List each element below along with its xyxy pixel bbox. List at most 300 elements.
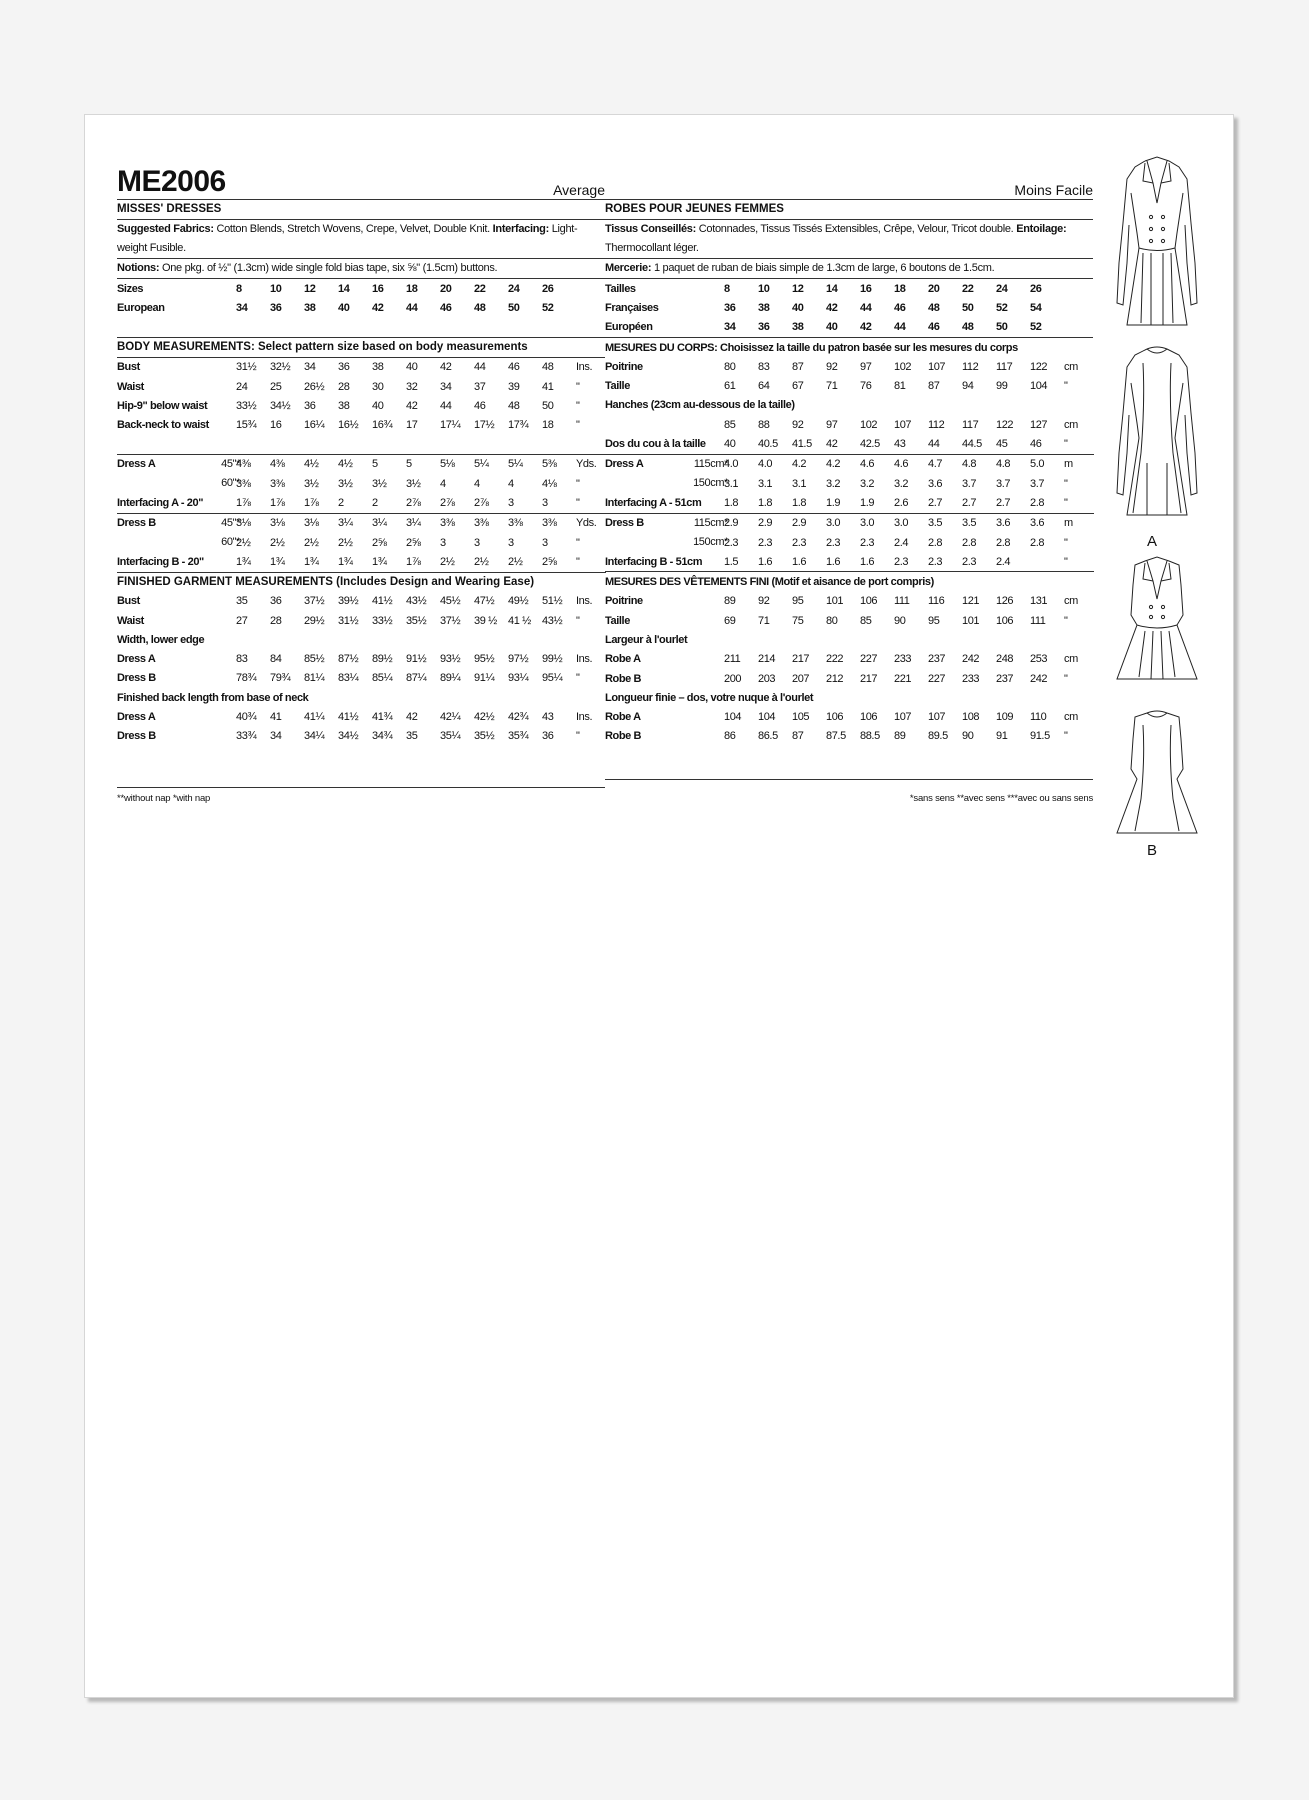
measurement-cell: 1¾: [304, 552, 338, 572]
measurement-cell: 44: [894, 321, 906, 334]
measurement-cell: 3.7: [1030, 477, 1045, 490]
measurement-cell: 3½: [372, 477, 387, 490]
measurement-cell: 126: [996, 595, 1014, 608]
measurement-cell: 41¼: [304, 710, 325, 723]
fabrics-label: Suggested Fabrics:: [117, 223, 214, 235]
measurement-cell: 222: [826, 653, 844, 666]
measurement-cell: 211: [724, 653, 741, 666]
measurement-cell: 41½: [338, 710, 359, 723]
measurement-cell: 95: [928, 614, 940, 627]
row-label: MESURES DU CORPS: Choisissez la taille du patron basée sur les mesures du corps: [605, 341, 1018, 354]
row-label: Dress B: [117, 672, 156, 685]
measurement-cell: 34: [304, 361, 316, 374]
measurement-cell: 101: [962, 614, 980, 627]
table-row-interfacing-a-51cm: [605, 493, 1094, 513]
measurement-cell: 40¾: [236, 710, 257, 723]
measurement-cell: 38: [372, 361, 384, 374]
unit-cell: ": [1064, 552, 1094, 572]
measurement-cell: 76: [860, 380, 872, 393]
measurement-cell: 2.3: [928, 552, 962, 572]
unit-cell: Ins.: [576, 595, 593, 608]
measurement-cell: 95½: [474, 653, 495, 666]
size-table: [117, 279, 605, 338]
measurement-cell: 2.7: [962, 493, 996, 513]
unit-cell: m: [1064, 458, 1073, 471]
unit-cell: [576, 298, 606, 317]
measurement-cell: 36: [758, 321, 770, 334]
unit-cell: ": [576, 419, 580, 432]
measurement-cell: 64: [758, 380, 770, 393]
measurement-cell: 46: [474, 399, 486, 412]
row-label: [605, 415, 724, 434]
measurement-cell: 91: [996, 730, 1008, 743]
measurement-cell: 3.2: [860, 477, 875, 490]
measurement-cell: 14: [338, 282, 350, 295]
row-label: Dress A: [117, 653, 156, 666]
measurement-cell: 106: [860, 595, 878, 608]
measurement-cell: 3½: [304, 477, 319, 490]
measurement-cell: 2½: [236, 536, 251, 549]
measurement-cell: 217: [860, 672, 878, 685]
unit-cell: cm: [1064, 595, 1078, 608]
measurement-cell: 43½: [542, 614, 563, 627]
measurement-cell: 1.8: [724, 493, 758, 513]
measurement-cell: 40: [372, 399, 384, 412]
measurement-cell: 5: [372, 458, 378, 471]
measurement-cell: 99½: [542, 653, 563, 666]
measurement-cell: 36: [270, 301, 282, 314]
table-row-mesures-du-corps-choisissez-la-taille-du-patron-bas-e-sur-les-mesures-du-corps: [605, 338, 1094, 357]
measurement-cell: 2.6: [894, 493, 928, 513]
measurement-cell: 4.6: [894, 458, 909, 471]
measurement-cell: 2.4: [894, 536, 909, 549]
measurement-cell: 1⅞: [270, 493, 304, 513]
measurement-cell: 3.0: [826, 517, 841, 530]
row-label: Taille: [605, 614, 630, 627]
measurement-cell: 207: [792, 672, 810, 685]
pattern-code: ME2006: [117, 165, 226, 198]
footer-rule: [117, 787, 605, 788]
measurement-cell: 40: [338, 301, 350, 314]
measurement-cell: 92: [792, 418, 804, 431]
measurement-cell: 107: [894, 711, 912, 724]
measurement-cell: 50: [508, 301, 520, 314]
measurement-cell: 109: [996, 711, 1014, 724]
table-row-dress-a: [117, 649, 606, 668]
measurement-cell: 41 ½: [508, 614, 531, 627]
measurement-cell: 26: [1030, 282, 1042, 295]
dress-b-front-sketch: [1107, 555, 1207, 685]
measurement-cell: 44: [406, 301, 418, 314]
unit-cell: Yds.: [576, 517, 597, 530]
measurement-cell: 1.9: [860, 493, 894, 513]
measurement-cell: 85: [860, 614, 872, 627]
table-row-robe-a: [605, 650, 1094, 669]
row-label: Poitrine: [605, 595, 643, 608]
measurement-cell: 78¾: [236, 672, 257, 685]
pattern-envelope-back: [84, 114, 1234, 1698]
unit-cell: cm: [1064, 418, 1078, 431]
table-row-dress-b: [117, 727, 606, 746]
measurement-cell: 87¼: [406, 672, 427, 685]
measurement-cell: 29½: [304, 614, 325, 627]
size-table-fr: [605, 279, 1093, 338]
row-label: Dress B: [117, 730, 156, 743]
measurement-cell: 27: [236, 614, 248, 627]
measurement-cell: 42: [860, 321, 872, 334]
measurement-cell: 24: [236, 380, 248, 393]
table-row-sizes: [117, 279, 606, 298]
measurement-cell: 2.9: [724, 517, 739, 530]
unit-cell: ": [576, 614, 580, 627]
row-label: Back-neck to waist: [117, 419, 209, 432]
measurement-cell: 42¾: [508, 710, 529, 723]
measurement-cell: 44: [440, 399, 452, 412]
measurement-cell: 16¾: [372, 419, 393, 432]
measurement-cell: 3⅜: [508, 517, 523, 530]
measurement-cell: 87: [792, 360, 804, 373]
measurement-cell: 2.8: [1030, 493, 1064, 513]
table-row-waist: [117, 611, 606, 630]
table-row-interfacing-b-51cm: [605, 552, 1094, 572]
row-label: Poitrine: [605, 360, 643, 373]
measurement-cell: 40.5: [758, 434, 792, 454]
row-label: Européen: [605, 321, 653, 334]
measurement-cell: 38: [338, 399, 350, 412]
measurement-cell: 36: [542, 730, 554, 743]
measurement-cell: 3⅜: [440, 517, 455, 530]
measurement-cell: 87: [928, 380, 940, 393]
measurement-cell: 83¼: [338, 672, 359, 685]
measurement-cell: 3.2: [826, 477, 841, 490]
measurement-cell: 17: [406, 419, 418, 432]
row-label: Dress B: [605, 517, 644, 530]
measurement-cell: 35¼: [440, 730, 461, 743]
unit-cell: [576, 279, 606, 298]
table-row-continuation: [605, 474, 1094, 493]
measurement-cell: 83: [758, 360, 770, 373]
measurement-cell: 48: [474, 301, 486, 314]
measurement-cell: 16: [270, 419, 282, 432]
table-row-dress-a: [117, 455, 606, 474]
measurement-cell: 2½: [338, 536, 353, 549]
measurement-cell: 61: [724, 380, 736, 393]
measurement-cell: 3.0: [894, 517, 909, 530]
unit-cell: ": [1064, 380, 1068, 393]
view-b-label: B: [1147, 842, 1158, 859]
measurement-cell: 2.4: [996, 552, 1030, 572]
body-measurements-table: [117, 358, 605, 435]
measurement-cell: 2½: [304, 536, 319, 549]
footer-rule-fr: [605, 779, 1093, 780]
measurement-cell: 4.0: [758, 458, 773, 471]
measurement-cell: 41½: [372, 595, 393, 608]
measurement-cell: 5¼: [508, 458, 523, 471]
measurement-cell: 81¼: [304, 672, 325, 685]
table-row-robe-a: [605, 708, 1094, 727]
fabric-width: 45"*: [221, 516, 240, 529]
measurement-cell: 42: [826, 434, 860, 454]
section-title-fr: ROBES POUR JEUNES FEMMES: [605, 200, 1093, 220]
measurement-cell: 42: [406, 710, 418, 723]
measurement-cell: 17¾: [508, 419, 529, 432]
measurement-cell: 45½: [440, 595, 461, 608]
unit-cell: ": [576, 399, 580, 412]
measurement-cell: 38: [304, 301, 316, 314]
measurement-cell: 3: [440, 536, 446, 549]
measurement-cell: 227: [860, 653, 878, 666]
unit-cell: Yds.: [576, 458, 597, 471]
measurement-cell: 48: [508, 399, 520, 412]
table-row-hip-9-below-waist: [117, 396, 606, 415]
unit-cell: ": [576, 552, 606, 572]
fabric-width: 115cm*: [693, 516, 728, 529]
unit-cell: Ins.: [576, 361, 593, 374]
fabric-width: 60"*: [221, 477, 240, 490]
fabric-width: 150cm*: [693, 535, 728, 548]
measurement-cell: 95: [792, 595, 804, 608]
row-label: Tailles: [605, 282, 636, 295]
measurement-cell: 3¼: [406, 517, 421, 530]
dress-b-back-sketch: [1107, 709, 1207, 839]
measurement-cell: 38: [792, 321, 804, 334]
finished-measurements-heading: FINISHED GARMENT MEASUREMENTS (Includes Design and Wearing Ease): [117, 575, 535, 588]
row-label: Sizes: [117, 282, 144, 295]
measurement-cell: 52: [542, 301, 554, 314]
difficulty-level: Average: [553, 182, 605, 198]
measurement-cell: 3.1: [724, 477, 739, 490]
measurement-cell: 107: [928, 711, 946, 724]
measurement-cell: 3⅜: [474, 517, 489, 530]
measurement-cell: 46: [894, 301, 906, 314]
measurement-cell: 214: [758, 653, 776, 666]
measurement-cell: 1⅞: [304, 493, 338, 513]
measurement-cell: 43½: [406, 595, 427, 608]
measurement-cell: 2: [372, 493, 406, 513]
measurement-cell: 108: [962, 711, 980, 724]
measurement-cell: 87: [792, 730, 804, 743]
table-row-robe-b: [605, 727, 1094, 746]
row-label: [117, 533, 240, 552]
table-row-interfacing-b-20: [117, 552, 606, 572]
measurement-cell: 42: [826, 301, 838, 314]
measurement-cell: 3.6: [996, 517, 1011, 530]
measurement-cell: 84: [270, 653, 282, 666]
measurement-cell: 4.8: [962, 458, 977, 471]
measurement-cell: 35: [236, 595, 248, 608]
measurement-cell: 3.1: [758, 477, 773, 490]
measurement-cell: 89½: [372, 653, 393, 666]
measurement-cell: 50: [996, 321, 1008, 334]
measurement-cell: 85¼: [372, 672, 393, 685]
measurement-cell: 122: [996, 418, 1014, 431]
measurement-cell: 34½: [270, 399, 291, 412]
dress-a-front-sketch: [1107, 153, 1207, 333]
row-label: Robe B: [605, 672, 642, 685]
measurement-cell: 52: [996, 301, 1008, 314]
measurement-cell: 106: [996, 614, 1014, 627]
measurement-cell: 26: [542, 282, 554, 295]
measurement-cell: 110: [1030, 711, 1047, 724]
table-row-continuation: [117, 474, 606, 493]
measurement-cell: 3⅜: [542, 517, 557, 530]
finished-measurements-table: [117, 592, 605, 746]
measurement-cell: 67: [792, 380, 804, 393]
measurement-cell: 3: [474, 536, 480, 549]
row-label: [117, 474, 240, 493]
measurement-cell: 48: [542, 361, 554, 374]
row-label: Finished back length from base of neck: [117, 691, 309, 704]
measurement-cell: 22: [962, 282, 974, 295]
measurement-cell: 3.6: [928, 477, 943, 490]
measurement-cell: 17½: [474, 419, 495, 432]
measurement-cell: 1¾: [270, 552, 304, 572]
measurement-cell: 242: [962, 653, 980, 666]
unit-cell: Ins.: [576, 710, 593, 723]
unit-cell: ": [1064, 672, 1068, 685]
dress-a-back-sketch: [1107, 343, 1207, 523]
body-measurements-table-fr: [605, 338, 1093, 455]
measurement-cell: 75: [792, 614, 804, 627]
measurement-cell: 46: [508, 361, 520, 374]
unit-cell: cm: [1064, 653, 1078, 666]
yardage-table-fr: [605, 455, 1093, 573]
measurement-cell: 32½: [270, 361, 291, 374]
title-row: [117, 163, 605, 200]
measurement-cell: 86.5: [758, 730, 778, 743]
measurement-cell: 89.5: [928, 730, 948, 743]
view-a-label: A: [1147, 533, 1158, 550]
unit-cell: ": [576, 536, 580, 549]
measurement-cell: 105: [792, 711, 810, 724]
measurement-cell: 48: [928, 301, 940, 314]
row-label: Taille: [605, 380, 630, 393]
measurement-cell: 18: [406, 282, 418, 295]
measurement-cell: 17¼: [440, 419, 461, 432]
measurement-cell: 2.3: [962, 552, 996, 572]
measurement-cell: 217: [792, 653, 810, 666]
measurement-cell: 106: [826, 711, 844, 724]
notions-text-fr: 1 paquet de ruban de biais simple de 1.3cm de large, 6 boutons de 1.5cm.: [651, 262, 995, 274]
row-label: Interfacing A - 20": [117, 493, 235, 513]
row-label: Interfacing B - 51cm: [605, 552, 723, 572]
measurement-cell: 117: [996, 360, 1013, 373]
measurement-cell: 47½: [474, 595, 495, 608]
measurement-cell: 1¾: [372, 552, 406, 572]
measurement-cell: 20: [928, 282, 940, 295]
suggested-fabrics-fr: [605, 220, 1093, 259]
notions: [117, 259, 605, 279]
row-label: Longueur finie – dos, votre nuque à l'ourlet: [605, 691, 814, 704]
measurement-cell: 10: [758, 282, 770, 295]
section-title: MISSES' DRESSES: [117, 200, 605, 220]
measurement-cell: 3½: [338, 477, 353, 490]
measurement-cell: 89¼: [440, 672, 461, 685]
measurement-cell: 3.6: [1030, 517, 1045, 530]
row-label: Hanches (23cm au-dessous de la taille): [605, 399, 795, 412]
measurement-cell: 2.9: [758, 517, 773, 530]
measurement-cell: 253: [1030, 653, 1048, 666]
finished-measurements-table-fr: [605, 572, 1093, 746]
measurement-cell: 37: [474, 380, 486, 393]
measurement-cell: 2⅞: [474, 493, 508, 513]
measurement-cell: 46: [1030, 434, 1064, 454]
measurement-cell: 71: [826, 380, 838, 393]
row-label: MESURES DES VÊTEMENTS FINI (Motif et aisance de port compris): [605, 576, 934, 589]
measurement-cell: 20: [440, 282, 452, 295]
measurement-cell: 97: [860, 360, 872, 373]
measurement-cell: 4: [474, 477, 480, 490]
table-row-europ-en: [605, 318, 1094, 337]
measurement-cell: 3.5: [928, 517, 943, 530]
table-row-finished-back-length-from-base-of-neck: [117, 688, 606, 707]
measurement-cell: 5¼: [474, 458, 489, 471]
measurement-cell: 2.8: [928, 536, 943, 549]
measurement-cell: 2½: [440, 552, 474, 572]
unit-cell: ": [576, 493, 606, 513]
table-row-tailles: [605, 279, 1094, 298]
measurement-cell: 3.0: [860, 517, 875, 530]
measurement-cell: 34: [440, 380, 452, 393]
measurement-cell: 18: [542, 419, 554, 432]
measurement-cell: 16½: [338, 419, 359, 432]
measurement-cell: 33½: [236, 399, 257, 412]
table-row-fran-aises: [605, 298, 1094, 317]
row-label: Robe A: [605, 653, 641, 666]
measurement-cell: 106: [860, 711, 878, 724]
measurement-cell: 4: [440, 477, 446, 490]
measurement-cell: 1.5: [724, 552, 758, 572]
yardage-table: [117, 455, 605, 573]
measurement-cell: 44: [474, 361, 486, 374]
measurement-cell: 54: [1030, 301, 1042, 314]
unit-cell: cm: [1064, 711, 1078, 724]
measurement-cell: 34: [236, 301, 248, 314]
measurement-cell: 3: [542, 493, 576, 513]
measurement-cell: 31½: [338, 614, 359, 627]
measurement-cell: 5⅛: [440, 458, 455, 471]
title-row-fr: [605, 163, 1093, 200]
fabrics-text: Cotton Blends, Stretch Wovens, Crepe, Velvet, Double Knit.: [213, 223, 493, 235]
measurement-cell: 36: [270, 595, 282, 608]
measurement-cell: 94: [962, 380, 974, 393]
measurement-cell: 31½: [236, 361, 257, 374]
measurement-cell: 203: [758, 672, 776, 685]
measurement-cell: 24: [508, 282, 520, 295]
measurement-cell: 16: [372, 282, 384, 295]
table-row-continuation: [605, 415, 1094, 434]
measurement-cell: 87½: [338, 653, 359, 666]
measurement-cell: 42¼: [440, 710, 461, 723]
measurement-cell: 12: [792, 282, 804, 295]
measurement-cell: 117: [962, 418, 979, 431]
measurement-cell: 92: [826, 360, 838, 373]
fabrics-label-fr: Tissus Conseillés:: [605, 223, 696, 235]
row-label: Hip-9" below waist: [117, 399, 208, 412]
measurement-cell: 3⅛: [236, 517, 251, 530]
measurement-cell: 4⅛: [542, 477, 557, 490]
measurement-cell: 2.7: [996, 493, 1030, 513]
measurement-cell: 2.3: [792, 536, 807, 549]
fabric-width: 45"*: [221, 457, 240, 470]
measurement-cell: 2.8: [962, 536, 977, 549]
measurement-cell: 34¼: [304, 730, 325, 743]
table-row-hanches-23cm-au-dessous-de-la-taille: [605, 396, 1094, 415]
measurement-cell: 39½: [338, 595, 359, 608]
measurement-cell: 42½: [474, 710, 495, 723]
measurement-cell: 36: [304, 399, 316, 412]
measurement-cell: 4.7: [928, 458, 943, 471]
